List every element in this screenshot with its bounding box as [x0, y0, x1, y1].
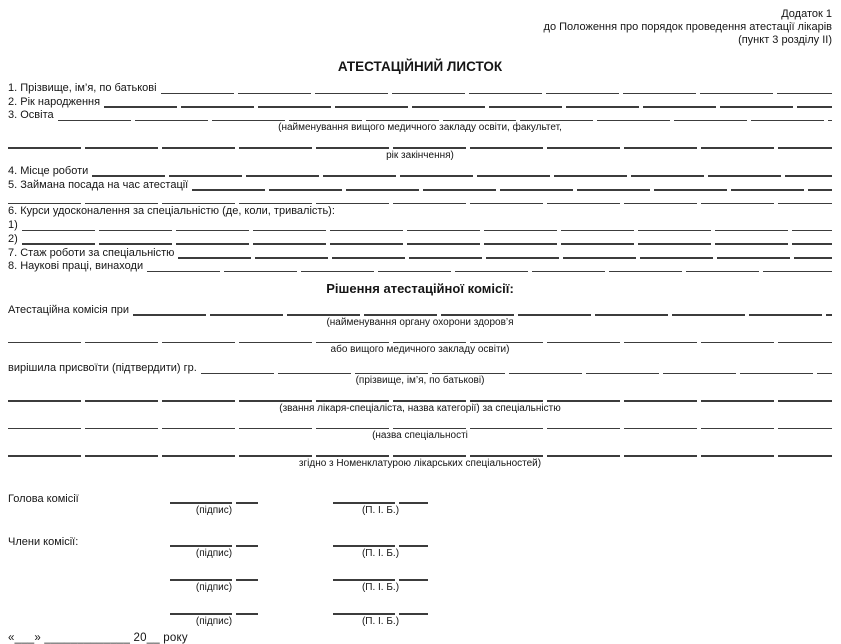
field-course-2 — [8, 232, 832, 246]
fill-line — [201, 373, 832, 375]
decision-section-title: Рішення атестаційної комісії: — [326, 281, 514, 297]
field-publications-label: 8. Наукові праці, винаходи — [8, 260, 144, 273]
field-nomenclature-line — [8, 449, 832, 458]
field-course-1-label: 1) — [8, 219, 18, 232]
fill-line — [133, 314, 832, 316]
caption-graduation-year: рік закінчення) — [386, 149, 454, 161]
fill-line — [8, 400, 832, 402]
field-education-continuation — [8, 141, 832, 150]
caption-education-institution: (найменування вищого медичного закладу освіти, факультет, — [278, 122, 562, 134]
appendix-number: Додаток 1 — [781, 8, 832, 20]
signature-row-member-1 — [8, 536, 832, 560]
caption-nomenclature: згідно з Номенклатурою лікарських спеціальностей) — [298, 457, 542, 469]
appendix-section: (пункт 3 розділу ІІ) — [738, 34, 832, 47]
fill-line — [8, 203, 832, 205]
signature-row-chair — [8, 493, 832, 517]
fill-line — [161, 93, 832, 95]
members-label: Члени комісії: — [8, 536, 79, 549]
signature-row-member-3 — [8, 613, 832, 628]
field-rank-line — [8, 394, 832, 403]
field-courses-label: 6. Курси удосконалення за спеціальністю (де, коли, тривалість): — [8, 205, 335, 218]
signature-caption: (підпис) — [195, 615, 233, 627]
field-commission-at — [8, 303, 832, 317]
field-workplace-label: 4. Місце роботи — [8, 164, 89, 177]
caption-person-name: (прізвище, ім’я, по батькові) — [355, 375, 485, 387]
field-fullname-label: 1. Прізвище, ім’я, по батькові — [8, 82, 157, 95]
field-education-label: 3. Освіта — [8, 109, 54, 122]
field-specialty-line — [8, 421, 832, 430]
signature-cell — [170, 502, 258, 517]
fill-line — [8, 342, 832, 344]
signature-caption: (підпис) — [195, 547, 233, 559]
field-education — [8, 109, 832, 123]
fill-line — [92, 175, 832, 177]
field-position-continuation — [8, 192, 832, 206]
fill-line — [178, 257, 832, 259]
signature-cell — [170, 545, 258, 560]
fill-line — [147, 271, 832, 273]
fill-line — [22, 243, 832, 245]
chair-label: Голова комісії — [8, 493, 79, 506]
caption-specialist-rank: (звання лікаря-спеціаліста, назва категорії) за спеціальністю — [279, 402, 561, 414]
signature-cell — [170, 613, 258, 628]
signature-caption: (підпис) — [195, 581, 233, 593]
name-caption: (П. І. Б.) — [361, 581, 400, 593]
signature-row-member-2 — [8, 579, 832, 594]
field-decided-grant — [8, 362, 832, 376]
fill-line — [8, 455, 832, 457]
name-caption: (П. І. Б.) — [361, 547, 400, 559]
field-course-2-label: 2) — [8, 232, 18, 245]
fill-line — [192, 189, 832, 191]
caption-medical-institution: або вищого медичного закладу освіти) — [330, 344, 510, 356]
field-fullname — [8, 82, 832, 96]
field-decided-grant-label: вирішила присвоїти (підтвердити) гр. — [8, 362, 197, 375]
field-position-label: 5. Займана посада на час атестації — [8, 178, 189, 191]
field-birth-year — [8, 95, 832, 109]
appendix-header — [8, 8, 832, 48]
name-cell — [333, 579, 428, 594]
date-line: «___» _____________ 20__ року — [8, 632, 188, 644]
field-experience-label: 7. Стаж роботи за спеціальністю — [8, 246, 175, 259]
field-experience — [8, 246, 832, 260]
name-cell — [333, 545, 428, 560]
name-cell — [333, 613, 428, 628]
field-commission-at-label: Атестаційна комісія при — [8, 303, 130, 316]
fill-line — [104, 106, 832, 108]
caption-health-authority: (найменування органу охорони здоров’я — [326, 316, 514, 328]
fill-line — [8, 428, 832, 430]
field-course-1 — [8, 219, 832, 233]
field-courses — [8, 205, 832, 219]
field-commission-continuation — [8, 335, 832, 344]
appendix-reference: до Положення про порядок проведення атестації лікарів — [543, 21, 832, 34]
field-workplace — [8, 164, 832, 178]
signatures-block — [8, 493, 832, 628]
fill-line — [22, 230, 832, 232]
name-cell — [333, 502, 428, 517]
fill-line — [8, 147, 832, 149]
field-birth-year-label: 2. Рік народження — [8, 95, 101, 108]
signature-cell — [170, 579, 258, 594]
name-caption: (П. І. Б.) — [361, 615, 400, 627]
name-caption: (П. І. Б.) — [361, 504, 400, 516]
caption-specialty-name: (назва спеціальності — [372, 430, 468, 442]
signature-caption: (підпис) — [195, 504, 233, 516]
field-position — [8, 178, 832, 192]
field-publications — [8, 260, 832, 274]
document-title: АТЕСТАЦІЙНИЙ ЛИСТОК — [337, 58, 503, 74]
